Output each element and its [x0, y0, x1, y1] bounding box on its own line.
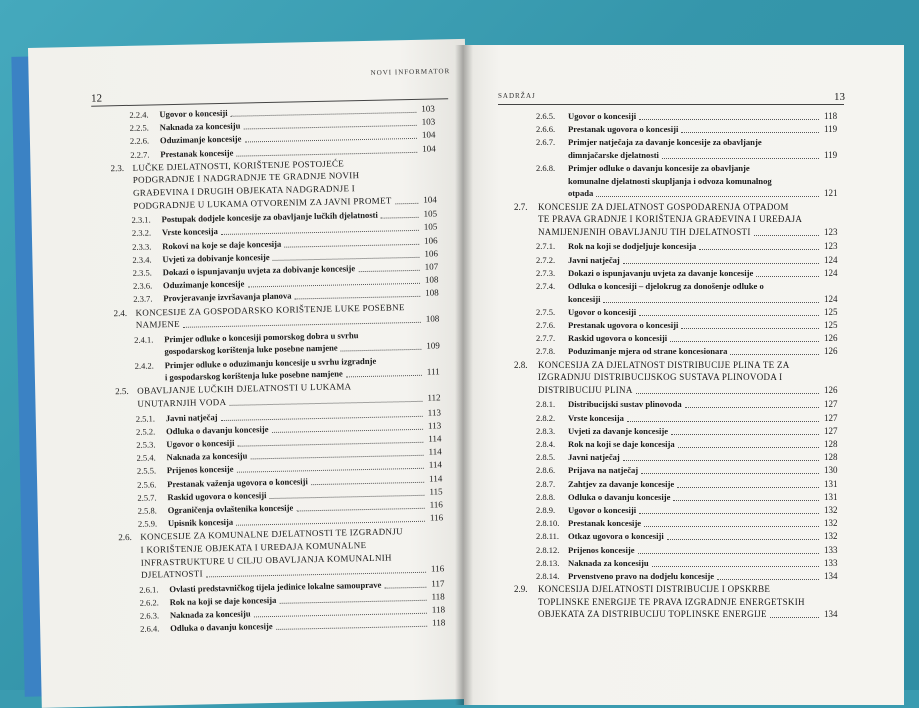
- toc-subsection-title: Vrste koncesija: [568, 412, 624, 423]
- toc-subsection-title: Rok na koji se dodjeljuje koncesija: [568, 241, 697, 252]
- toc-subsection-title: Odluka o koncesiji – djelokrug za donošenje odluke o: [568, 281, 764, 291]
- toc-page-number: 104: [421, 129, 436, 141]
- toc-entry-number: 2.6.3.: [139, 610, 160, 621]
- toc-entry-number: 2.5.8.: [137, 505, 157, 516]
- toc-leader-dots: [358, 270, 419, 272]
- toc-entry-number: 2.5.1.: [135, 413, 156, 424]
- toc-section-title: TE PRAVA GRADNJE I KORIŠTENJA GRAĐEVINA I UREĐAJA: [538, 214, 803, 225]
- toc-section-title: KONCESIJE ZA GOSPODARSKO KORIŠTENJE LUKE POSEBNE: [135, 301, 405, 318]
- toc-subsection-title: otpada: [568, 188, 594, 199]
- toc-entry-number: 2.7.6.: [536, 320, 556, 330]
- toc-page-number: 131: [824, 491, 838, 502]
- toc-page-number: 109: [426, 340, 440, 352]
- toc-entry-number: 2.8.2.: [536, 412, 556, 423]
- toc-leader-dots: [276, 626, 427, 630]
- toc-entry-number: 2.8.8.: [536, 491, 556, 502]
- toc-section-title: NAMJENE: [135, 319, 181, 330]
- toc-entry-number: 2.8.9.: [536, 505, 556, 515]
- toc-page-number: 119: [824, 124, 838, 135]
- toc-entry-number: 2.5.7.: [137, 492, 157, 503]
- toc-leader-dots: [183, 322, 421, 328]
- toc-page-number: 113: [427, 407, 441, 418]
- toc-subsection-title: Ugovor o koncesiji: [166, 437, 235, 450]
- toc-section-title: I KORIŠTENJE OBJEKATA I UREĐAJA KOMUNALNE: [140, 540, 367, 555]
- toc-entry-number: 2.6.8.: [536, 163, 556, 174]
- toc-entry-number: 2.3.4.: [132, 254, 152, 265]
- toc-page-number: 133: [824, 557, 838, 568]
- toc-subsection-title: Uvjeti za dobivanje koncesije: [162, 251, 270, 265]
- toc-entry-number: 2.6.6.: [536, 124, 556, 135]
- toc-page-number: 103: [421, 116, 436, 127]
- toc-leader-dots: [311, 481, 424, 484]
- toc-page-number: 119: [824, 150, 838, 160]
- right-running-head: SADRŽAJ: [498, 92, 536, 100]
- toc-entry-number: 2.7.5.: [536, 306, 556, 317]
- toc-page-number: 128: [824, 452, 838, 463]
- toc-leader-dots: [770, 617, 819, 618]
- toc-section-title: PODGRADNJE I NADGRADNJE TE GRADNJE NOVIH: [132, 170, 360, 186]
- toc-subsection-title: Dokazi o ispunjavanju uvjeta za davanje koncesije: [568, 267, 754, 278]
- toc-leader-dots: [251, 455, 424, 460]
- toc-page-number: 112: [427, 392, 441, 403]
- toc-leader-dots: [627, 421, 819, 422]
- toc-subsection-title: i gospodarskog korištenja luke posebne namjene: [164, 368, 343, 383]
- toc-page-number: 132: [824, 518, 838, 529]
- toc-section-title: LUČKE DJELATNOSTI, KORIŠTENJE POSTOJEĆE: [132, 158, 345, 173]
- toc-page-number: 108: [424, 274, 439, 285]
- toc-subsection-title: Ugovor o koncesiji: [568, 505, 637, 515]
- toc-leader-dots: [670, 341, 819, 342]
- toc-entry-number: 2.6.2.: [139, 597, 159, 608]
- toc-page-number: 124: [824, 293, 838, 304]
- toc-leader-dots: [341, 349, 422, 352]
- toc-subsection-title: komunalne djelatnosti skupljanja i odvoza komunalnog: [568, 175, 772, 186]
- toc-page-number: 111: [426, 366, 440, 377]
- toc-page-number: 115: [429, 486, 443, 497]
- toc-page-number: 116: [430, 563, 445, 574]
- toc-section-title: KONCESIJA ZA DJELATNOST DISTRIBUCIJE PLINA TE ZA: [538, 359, 790, 370]
- toc-entry-number: 2.8.11.: [536, 531, 560, 542]
- toc-page-number: 125: [824, 320, 838, 330]
- toc-entry-number: 2.3.1.: [131, 214, 151, 226]
- toc-entry-number: 2.7.3.: [536, 267, 556, 278]
- toc-subsection-title: Ovlasti predstavničkog tijela jedinice lokalne samouprave: [169, 579, 382, 594]
- toc-entry-number: 2.6.1.: [139, 584, 159, 595]
- toc-entry-number: 2.5.2.: [135, 426, 156, 437]
- toc-entry-number: 2.3.5.: [132, 267, 152, 278]
- toc-subsection-title: Naknada za koncesiju: [159, 120, 241, 133]
- toc-page-number: 125: [824, 306, 838, 317]
- book-gutter: [455, 45, 473, 705]
- toc-leader-dots: [671, 434, 819, 435]
- toc-leader-dots: [238, 442, 424, 447]
- toc-page-number: 113: [427, 420, 442, 431]
- toc-subsection-title: Ugovor o koncesiji: [159, 107, 228, 120]
- toc-subsection-title: Prestanak važenja ugovora o koncesiji: [167, 475, 308, 489]
- toc-entry-number: 2.6.: [118, 532, 132, 543]
- toc-subsection-title: Ugovor o koncesiji: [568, 306, 637, 317]
- toc-subsection-title: koncesiji: [568, 293, 601, 304]
- toc-page-number: 104: [423, 194, 437, 205]
- toc-section-title: KONCESIJE ZA DJELATNOST GOSPODARENJA OTPADOM: [538, 201, 789, 212]
- toc-entry-number: 2.5.9.: [137, 518, 158, 529]
- toc-entry-number: 2.3.6.: [132, 280, 153, 292]
- toc-page-number: 134: [824, 571, 838, 581]
- toc-leader-dots: [754, 235, 819, 236]
- toc-entry-number: 2.3.3.: [132, 241, 152, 252]
- toc-entry-number: 2.4.: [113, 307, 128, 318]
- toc-leader-dots: [385, 587, 427, 589]
- toc-entry-number: 2.8.4.: [536, 439, 556, 449]
- toc-page-number: 105: [423, 208, 438, 219]
- right-page-number: 13: [834, 91, 845, 103]
- toc-page-number: 105: [423, 221, 438, 233]
- toc-subsection-title: Naknada za koncesiju: [169, 608, 251, 621]
- toc-subsection-title: Prijava na natječaj: [568, 465, 639, 476]
- toc-section-title: UNUTARNJIH VODA: [137, 396, 227, 409]
- toc-leader-dots: [673, 500, 819, 501]
- toc-entry-number: 2.8.7.: [536, 478, 556, 489]
- toc-page-number: 131: [824, 478, 838, 489]
- toc-subsection-title: Zahtjev za davanje koncesije: [568, 478, 675, 489]
- toc-subsection-title: Naknada za koncesiju: [568, 557, 649, 568]
- toc-page-number: 114: [428, 473, 443, 484]
- toc-leader-dots: [685, 407, 819, 408]
- toc-leader-dots: [667, 539, 819, 540]
- toc-entry-number: 2.2.5.: [129, 122, 149, 134]
- toc-page-number: 130: [824, 465, 838, 476]
- toc-leader-dots: [230, 401, 423, 406]
- toc-entry-number: 2.8.13.: [536, 557, 560, 568]
- toc-entry-number: 2.6.7.: [536, 137, 556, 148]
- toc-entry-number: 2.3.2.: [131, 227, 152, 239]
- toc-subsection-title: Raskid ugovora o koncesiji: [568, 333, 668, 344]
- toc-entry-number: 2.7.2.: [536, 254, 556, 265]
- toc-page-number: 114: [428, 446, 442, 457]
- left-running-head: NOVI INFORMATOR: [370, 67, 451, 77]
- toc-page-number: 108: [425, 313, 440, 324]
- toc-page-number: 106: [424, 248, 438, 259]
- toc-subsection-title: Dokazi o ispunjavanju uvjeta za dobivanje koncesije: [162, 263, 356, 278]
- toc-subsection-title: Javni natječaj: [165, 411, 218, 423]
- toc-leader-dots: [346, 375, 422, 378]
- toc-leader-dots: [699, 249, 819, 250]
- toc-leader-dots: [237, 468, 424, 473]
- toc-leader-dots: [603, 302, 819, 303]
- toc-page-number: 126: [824, 384, 838, 395]
- toc-leader-dots: [280, 600, 427, 604]
- right-page: [464, 45, 904, 705]
- toc-leader-dots: [639, 119, 819, 120]
- toc-leader-dots: [639, 513, 819, 514]
- toc-page-number: 114: [428, 459, 443, 471]
- toc-subsection-title: Ugovor o koncesiji: [568, 111, 637, 121]
- toc-page-number: 123: [824, 241, 838, 252]
- toc-entry-number: 2.3.7.: [133, 293, 153, 305]
- toc-page-number: 118: [432, 617, 446, 629]
- toc-page-number: 123: [824, 226, 838, 237]
- toc-subsection-title: Javni natječaj: [568, 452, 620, 463]
- toc-leader-dots: [644, 526, 819, 527]
- right-toc: [464, 45, 904, 705]
- toc-entry-number: 2.6.4.: [140, 623, 160, 635]
- toc-page-number: 127: [824, 425, 838, 436]
- toc-entry-number: 2.8.: [514, 359, 528, 370]
- toc-leader-dots: [237, 151, 418, 156]
- toc-leader-dots: [681, 328, 819, 329]
- toc-leader-dots: [244, 125, 417, 130]
- toc-leader-dots: [295, 296, 421, 300]
- toc-entry-number: 2.8.12.: [536, 544, 560, 555]
- toc-section-title: GRAĐEVINA I DRUGIH OBJEKATA NADGRADNJE I: [132, 183, 356, 198]
- toc-section-title: OBAVLJANJE LUČKIH DJELATNOSTI U LUKAMA: [137, 381, 352, 397]
- toc-subsection-title: Upisnik koncesija: [167, 516, 234, 529]
- toc-entry-number: 2.8.1.: [536, 399, 556, 410]
- toc-subsection-title: Odluka o davanju koncesije: [165, 423, 269, 436]
- toc-entry-number: 2.7.4.: [536, 281, 556, 291]
- toc-page-number: 107: [424, 261, 439, 272]
- toc-page-number: 116: [429, 512, 444, 523]
- toc-leader-dots: [639, 315, 819, 316]
- toc-leader-dots: [273, 257, 420, 261]
- toc-leader-dots: [681, 132, 819, 133]
- toc-subsection-title: Javni natječaj: [568, 254, 620, 265]
- toc-entry-number: 2.3.: [110, 162, 125, 174]
- toc-subsection-title: Primjer odluke o davanju koncesije za obavljanje: [568, 163, 750, 174]
- toc-entry-number: 2.2.7.: [130, 149, 150, 160]
- toc-entry-number: 2.4.2.: [134, 360, 154, 371]
- toc-entry-number: 2.5.4.: [136, 452, 156, 464]
- toc-page-number: 126: [824, 333, 838, 344]
- toc-leader-dots: [623, 460, 819, 461]
- toc-section-title: INFRASTRUKTURE U CILJU OBAVLJANJA KOMUNALNIH: [140, 552, 392, 568]
- toc-subsection-title: Distribucijski sustav plinovoda: [568, 399, 682, 410]
- toc-leader-dots: [652, 566, 819, 567]
- toc-entry-number: 2.8.14.: [536, 571, 560, 581]
- toc-page-number: 121: [824, 188, 838, 199]
- toc-entry-number: 2.6.5.: [536, 111, 556, 121]
- toc-entry-number: 2.4.1.: [134, 334, 154, 345]
- toc-subsection-title: Poduzimanje mjera od strane koncesionara: [568, 346, 728, 357]
- toc-subsection-title: Odluka o davanju koncesije: [170, 621, 273, 634]
- toc-subsection-title: gospodarskog korištenja luke posebne namjene: [164, 342, 338, 357]
- toc-leader-dots: [206, 572, 426, 578]
- toc-page-number: 132: [824, 505, 838, 515]
- toc-page-number: 124: [824, 267, 838, 278]
- toc-page-number: 116: [429, 499, 443, 510]
- toc-section-title: DJELATNOSTI: [140, 568, 203, 580]
- toc-leader-dots: [221, 415, 423, 420]
- toc-leader-dots: [756, 276, 819, 277]
- toc-subsection-title: Odluka o davanju koncesije: [568, 491, 671, 502]
- toc-section-title: KONCESIJA DJELATNOSTI DISTRIBUCIJE I OPSKRBE: [538, 584, 771, 595]
- toc-leader-dots: [285, 243, 420, 247]
- toc-leader-dots: [296, 508, 424, 512]
- toc-page-number: 126: [824, 346, 838, 357]
- toc-leader-dots: [236, 521, 425, 526]
- toc-page-number: 117: [431, 578, 445, 589]
- left-toc: [28, 39, 479, 708]
- toc-leader-dots: [270, 495, 425, 499]
- toc-subsection-title: Rok na koji se daje koncesija: [169, 594, 277, 608]
- toc-section-title: KONCESIJE ZA KOMUNALNE DJELATNOSTI TE IZGRADNJU: [140, 526, 403, 543]
- toc-section-title: NAMIJENJENIH OBAVLJANJU TIH DJELATNOSTI: [538, 226, 751, 237]
- toc-page-number: 103: [421, 103, 435, 114]
- toc-leader-dots: [677, 487, 819, 488]
- toc-leader-dots: [248, 283, 420, 288]
- toc-leader-dots: [254, 613, 427, 618]
- toc-page-number: 118: [824, 111, 838, 121]
- toc-leader-dots: [638, 553, 819, 554]
- toc-leader-dots: [623, 263, 819, 264]
- toc-entry-number: 2.8.3.: [536, 425, 556, 436]
- toc-entry-number: 2.2.4.: [129, 109, 149, 120]
- toc-leader-dots: [245, 138, 417, 143]
- toc-subsection-title: Uvjeti za davanje koncesije: [568, 425, 669, 436]
- toc-entry-number: 2.8.6.: [536, 465, 556, 476]
- toc-subsection-title: Prijenos koncesije: [166, 464, 234, 476]
- toc-subsection-title: Prestanak ugovora o koncesiji: [568, 124, 679, 135]
- toc-subsection-title: Rok na koji se daje koncesija: [568, 439, 675, 449]
- toc-page-number: 118: [431, 591, 445, 602]
- left-page-number: 12: [90, 92, 103, 105]
- toc-subsection-title: Naknada za koncesiju: [166, 450, 248, 463]
- toc-entry-number: 2.5.3.: [136, 439, 156, 450]
- toc-subsection-title: Vrste koncesija: [161, 226, 218, 238]
- toc-entry-number: 2.9.: [514, 584, 528, 595]
- toc-leader-dots: [730, 354, 819, 355]
- toc-leader-dots: [381, 217, 419, 219]
- toc-subsection-title: Oduzimanje koncesije: [159, 133, 242, 146]
- toc-section-title: DISTRIBUCIJU PLINA: [538, 384, 633, 395]
- toc-subsection-title: Raskid ugovora o koncesiji: [167, 489, 267, 502]
- toc-subsection-title: Prijenos koncesije: [568, 544, 635, 555]
- toc-page-number: 127: [824, 412, 838, 423]
- toc-page-number: 134: [824, 609, 838, 620]
- toc-leader-dots: [231, 112, 417, 117]
- toc-leader-dots: [641, 473, 819, 474]
- toc-section-title: IZGRADNJU DISTRIBUCIJSKOG SUSTAVA PLINOVODA I: [538, 372, 783, 383]
- toc-leader-dots: [636, 393, 819, 394]
- toc-page-number: 128: [824, 439, 838, 449]
- toc-entry-number: 2.7.1.: [536, 241, 556, 252]
- toc-page-number: 114: [428, 433, 442, 444]
- toc-entry-number: 2.5.5.: [136, 465, 157, 477]
- toc-entry-number: 2.5.6.: [137, 479, 157, 490]
- toc-subsection-title: Prestanak koncesije: [568, 518, 642, 529]
- toc-leader-dots: [717, 579, 819, 580]
- toc-section-title: OBJEKATA ZA DISTRIBUCIJU TOPLINSKE ENERGIJE: [538, 609, 767, 620]
- toc-entry-number: 2.7.: [514, 201, 528, 212]
- toc-section-title: PODGRADNJE U LUKAMA OTVORENIM ZA JAVNI PROMET: [133, 195, 392, 211]
- toc-section-title: TOPLINSKE ENERGIJE TE PRAVA IZGRADNJE ENERGETSKIH: [538, 596, 805, 607]
- toc-entry-number: 2.7.7.: [536, 333, 556, 344]
- toc-subsection-title: Prestanak ugovora o koncesiji: [568, 320, 679, 330]
- toc-page-number: 104: [422, 143, 436, 154]
- toc-page-number: 108: [425, 287, 439, 299]
- toc-entry-number: 2.8.10.: [536, 518, 560, 529]
- toc-leader-dots: [596, 196, 819, 197]
- toc-page-number: 127: [824, 399, 838, 410]
- toc-entry-number: 2.7.8.: [536, 346, 556, 357]
- toc-subsection-title: Prestanak koncesije: [160, 147, 234, 159]
- toc-subsection-title: Otkaz ugovora o koncesiji: [568, 531, 664, 542]
- toc-subsection-title: Primjer odluke o oduzimanju koncesije u svrhu izgradnje: [164, 355, 377, 370]
- toc-entry-number: 2.2.6.: [129, 135, 150, 147]
- toc-subsection-title: Prvenstveno pravo na dodjelu koncesije: [568, 571, 715, 581]
- toc-leader-dots: [272, 429, 423, 433]
- toc-subsection-title: Rokovi na koje se daje koncesija: [162, 238, 282, 251]
- toc-entry-number: 2.5.: [115, 386, 129, 397]
- toc-subsection-title: Primjer natječaja za davanje koncesije za obavljanje: [568, 137, 762, 148]
- toc-subsection-title: Provjeravanje izvršavanja planova: [163, 290, 292, 304]
- toc-subsection-title: Postupak dodjele koncesije za obavljanje lučkih djelatnosti: [161, 209, 378, 225]
- toc-page-number: 118: [431, 604, 446, 615]
- toc-subsection-title: Primjer odluke o koncesiji pomorskog dobra u svrhu: [164, 329, 359, 345]
- toc-leader-dots: [678, 447, 819, 448]
- toc-subsection-title: Oduzimanje koncesije: [162, 278, 245, 291]
- toc-leader-dots: [662, 158, 819, 159]
- left-page: [28, 39, 479, 708]
- toc-page-number: 133: [824, 544, 838, 555]
- toc-leader-dots: [395, 202, 419, 203]
- toc-subsection-title: dimnjačarske djelatnosti: [568, 150, 659, 160]
- toc-page-number: 106: [424, 235, 438, 246]
- toc-subsection-title: Ograničenja ovlaštenika koncesije: [167, 502, 294, 516]
- toc-leader-dots: [221, 230, 419, 235]
- toc-page-number: 132: [824, 531, 838, 542]
- toc-entry-number: 2.8.5.: [536, 452, 556, 463]
- toc-page-number: 124: [824, 254, 838, 265]
